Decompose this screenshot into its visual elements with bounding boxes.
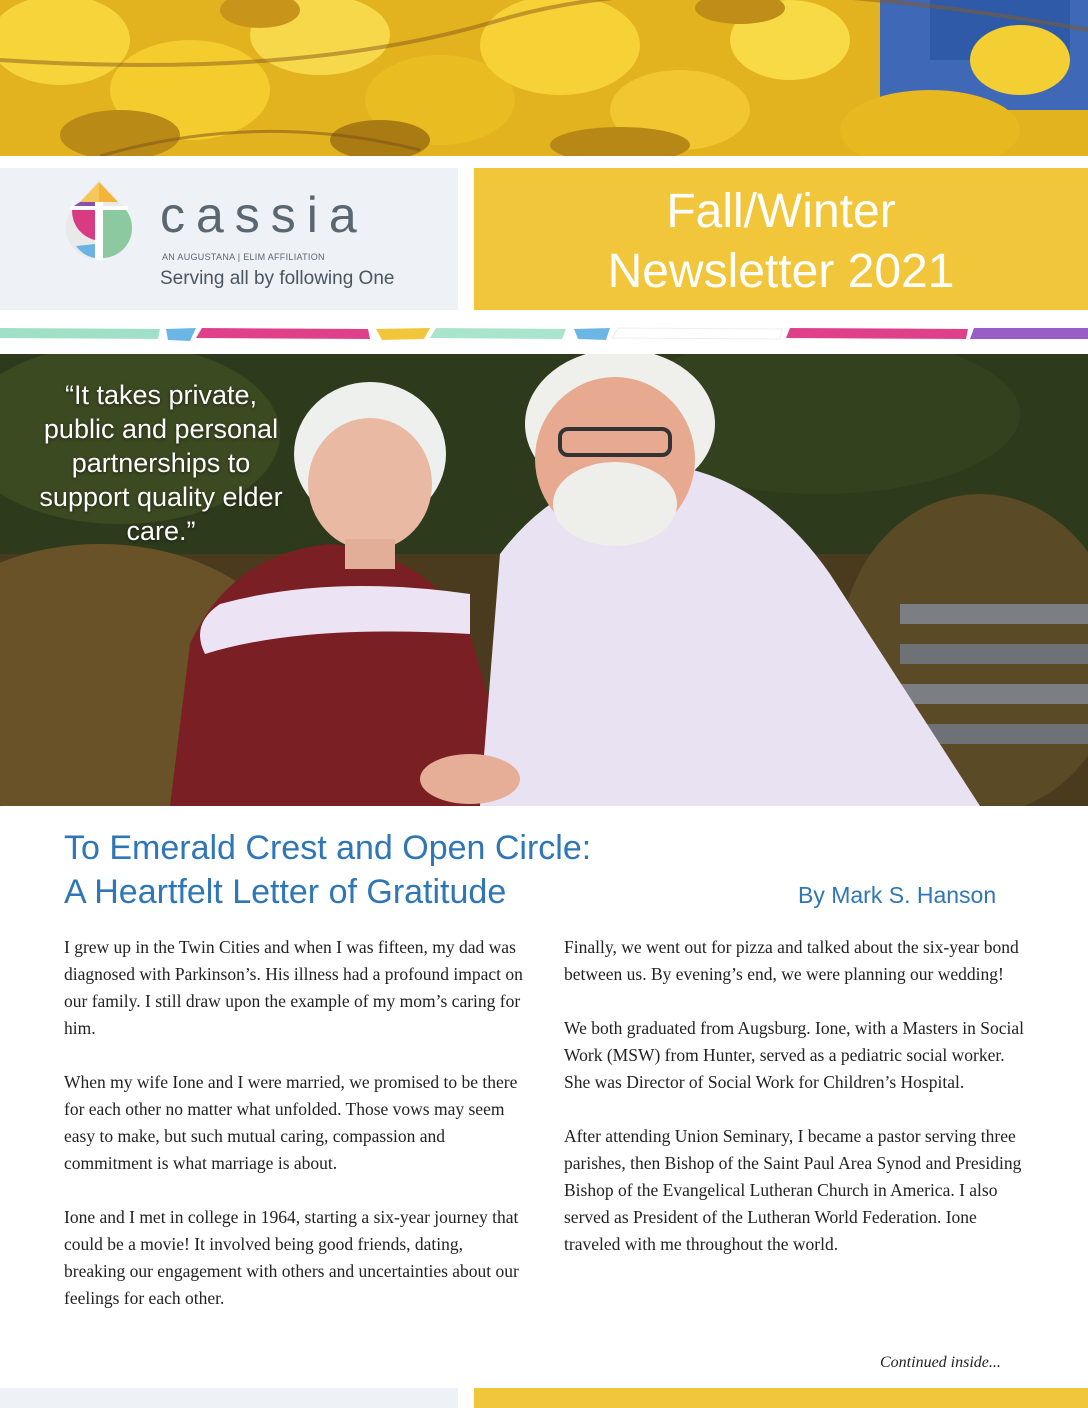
paragraph: I grew up in the Twin Cities and when I was fifteen, my dad was diagnosed with Parkinson’s. His illness had a profound impact on our family. I still draw upon the example of my mom’s caring for him. <box>64 937 523 1038</box>
continued-inside-note: Continued inside... <box>880 1354 1001 1371</box>
pull-quote: “It takes private, public and personal partnerships to support quality elder care.” <box>39 380 283 546</box>
article-column-left <box>64 934 524 1339</box>
color-divider-strip <box>0 326 1088 342</box>
paragraph: After attending Union Seminary, I became a pastor serving three parishes, then Bishop of the Saint Paul Area Synod and Presiding Bishop of the Evangelical Lutheran Church in America. I also served as President of the Lutheran World Federation. Ione traveled with me throughout the world. <box>564 1126 1022 1254</box>
article-column-right <box>564 934 1024 1285</box>
tagline: Serving all by following One <box>160 268 395 289</box>
newsletter-title-panel <box>474 168 1088 310</box>
headline-line-1: To Emerald Crest and Open Circle: <box>64 829 592 867</box>
flower-banner-image <box>0 0 1088 156</box>
affiliation-text: AN AUGUSTANA | ELIM AFFILIATION <box>162 252 325 262</box>
brand-name: cassia <box>160 187 368 243</box>
byline: By Mark S. Hanson <box>798 882 997 908</box>
paragraph: When my wife Ione and I were married, we promised to be there for each other no matter what unfolded. Those vows may seem easy to make, but such mutual caring, compassion and commitment is what marriage is about. <box>64 1072 518 1173</box>
article-headline <box>64 826 764 914</box>
headline-line-2: A Heartfelt Letter of Gratitude <box>64 873 507 911</box>
footer-bar-right <box>474 1388 1088 1408</box>
title-line-1: Fall/Winter <box>666 185 896 238</box>
paragraph: Ione and I met in college in 1964, starting a six-year journey that could be a movie! It involved being good friends, dating, breaking our engagement with others and uncertainties about our feelings for each other. <box>64 1207 519 1308</box>
footer-bar-left <box>0 1388 458 1408</box>
paragraph: Finally, we went out for pizza and talked about the six-year bond between us. By evening’s end, we were planning our wedding! <box>564 937 1019 984</box>
cassia-logo-icon <box>66 180 132 260</box>
title-line-2: Newsletter 2021 <box>607 245 955 298</box>
paragraph: We both graduated from Augsburg. Ione, with a Masters in Social Work (MSW) from Hunter, served as a pediatric social worker. She was Director of Social Work for Children’s Hospital. <box>564 1018 1024 1092</box>
